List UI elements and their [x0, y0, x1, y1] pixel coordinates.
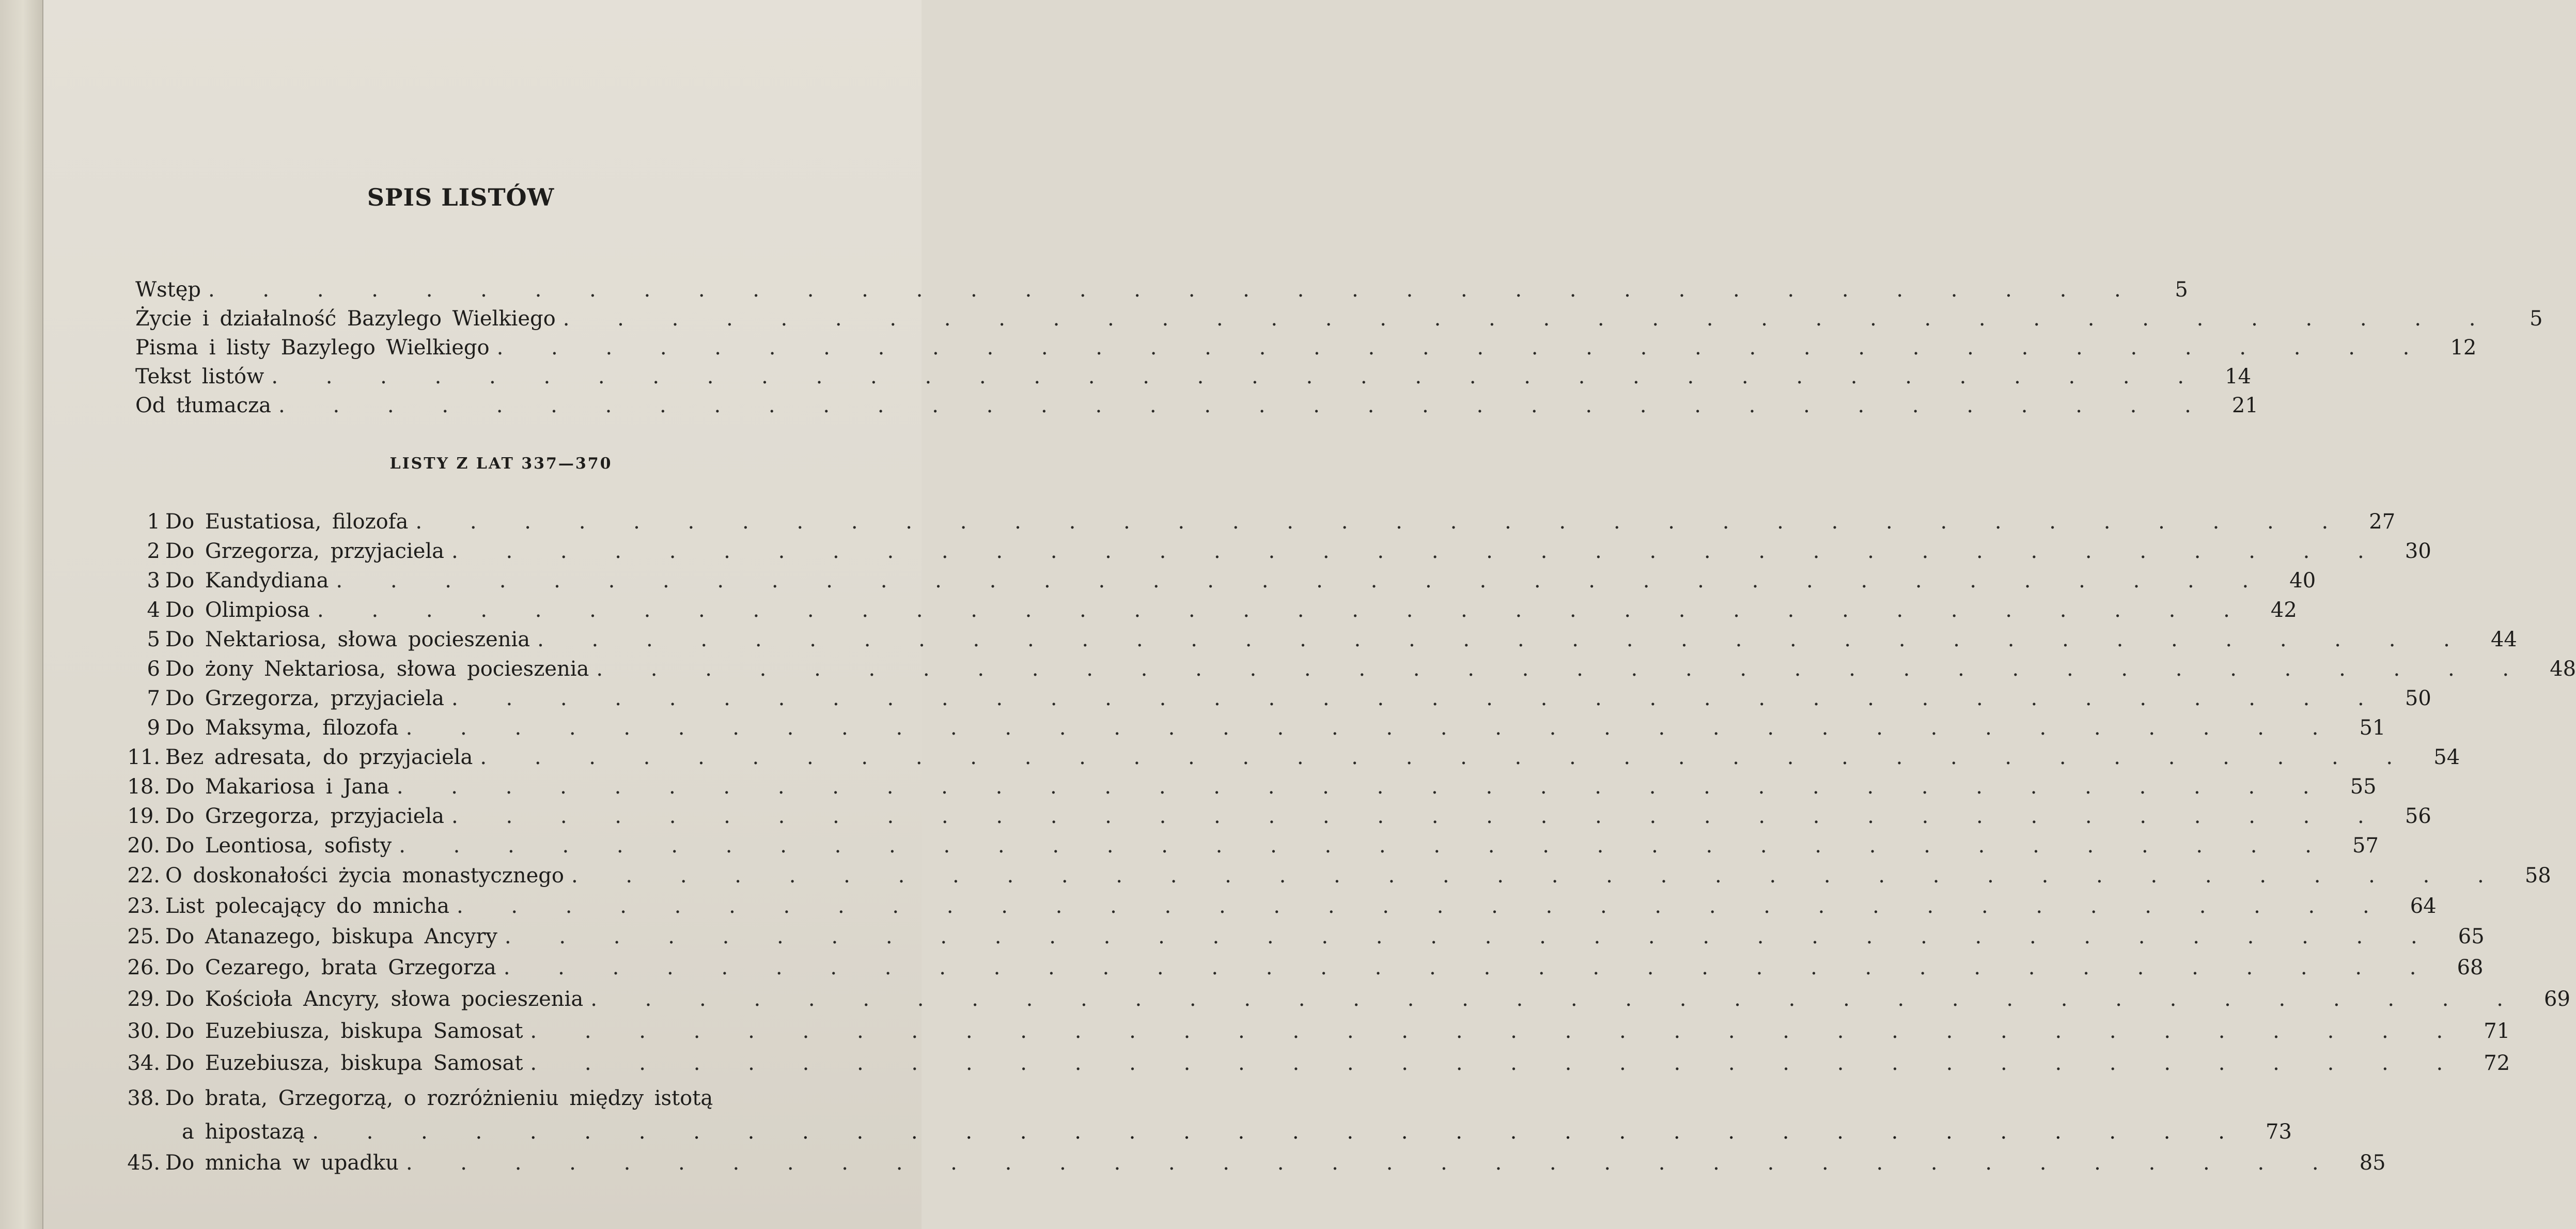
- dot-leader: . . . . . . . . . . . . . . . . . . . . . . . . . . . . . . . . . . . .: [537, 628, 2471, 651]
- letter-entry: [124, 716, 2386, 742]
- letter-entry: [124, 834, 2379, 860]
- letter-title: Do Atanazego, biskupa Ancyry: [165, 925, 497, 948]
- dot-leader: . . . . . . . . . . . . . . . . . . . . . . . . . . . . . . . . . . . .: [496, 336, 2430, 360]
- dot-leader: . . . . . . . . . . . . . . . . . . . . . . . . . . . . . . . . . . . .: [530, 1019, 2464, 1043]
- dot-leader: . . . . . . . . . . . . . . . . . . . . . . . . . . . . . . . . . . . .: [317, 598, 2251, 622]
- letter-page: 48: [2550, 657, 2576, 681]
- letter-entry: [124, 1019, 2510, 1045]
- letter-page: 51: [2359, 716, 2386, 740]
- letter-page: 30: [2405, 539, 2431, 563]
- letter-page: 44: [2490, 628, 2517, 651]
- letter-entry-continuation: [182, 1120, 2292, 1146]
- letter-title: Do Makariosa i Jana: [165, 775, 389, 799]
- letter-title: Do brata, Grzegorzą, o rozróżnieniu między istotą: [165, 1086, 713, 1110]
- toc-entry: [135, 278, 2188, 304]
- letter-title: Do Kościoła Ancyry, słowa pocieszenia: [165, 987, 584, 1011]
- dot-leader: . . . . . . . . . . . . . . . . . . . . . . . . . . . . . . . . . . . .: [456, 894, 2390, 918]
- letter-entry: [124, 1086, 852, 1112]
- dot-leader: . . . . . . . . . . . . . . . . . . . . . . . . . . . . . . . . . . . .: [208, 278, 2142, 302]
- dot-leader: . . . . . . . . . . . . . . . . . . . . . . . . . . . . . . . . . . . .: [451, 539, 2385, 563]
- toc-entry-page: 21: [2231, 394, 2258, 417]
- letter-number: 29.: [127, 987, 160, 1011]
- toc-entry-page: 14: [2225, 365, 2252, 388]
- letter-entry: [124, 804, 2431, 830]
- letter-page: 73: [2266, 1120, 2292, 1144]
- letter-entry: [124, 598, 2297, 624]
- toc-entry-label: Tekst listów: [135, 365, 264, 388]
- letter-number: 25.: [127, 925, 160, 948]
- letter-entry: [124, 1151, 2386, 1177]
- letter-page: 55: [2350, 775, 2377, 799]
- letter-number: 20.: [127, 834, 160, 858]
- dot-leader: . . . . . . . . . . . . . . . . . . . . . . . . . . . . . . . . . . . .: [405, 1151, 2339, 1175]
- section-heading: LISTY Z LAT 337—370: [389, 455, 613, 473]
- letter-number: 9: [147, 716, 160, 740]
- dot-leader: . . . . . . . . . . . . . . . . . . . . . . . . . . . . . . . . . . . .: [451, 687, 2385, 710]
- letter-entry: [124, 687, 2431, 712]
- letter-number: 4: [147, 598, 160, 622]
- letter-title: Do mnicha w upadku: [165, 1151, 399, 1175]
- letter-number: 19.: [127, 804, 160, 828]
- dot-leader: . . . . . . . . . . . . . . . . . . . . . . . . . . . . . . . . . . . .: [480, 745, 2414, 769]
- letter-page: 71: [2484, 1019, 2510, 1043]
- letter-number: 45.: [127, 1151, 160, 1175]
- letter-number: 11.: [127, 745, 160, 769]
- letter-page: 57: [2352, 834, 2379, 858]
- letter-entry: [124, 956, 2484, 982]
- toc-entry-label: Wstęp: [135, 278, 201, 302]
- letter-entry: [124, 925, 2485, 951]
- letter-entry: [124, 894, 2437, 920]
- dot-leader: . . . . . . . . . . . . . . . . . . . . . . . . . . . . . . . . . . . .: [596, 657, 2530, 681]
- letter-title: Do Olimpiosa: [165, 598, 310, 622]
- dot-leader: . . . . . . . . . . . . . . . . . . . . . . . . . . . . . . . . . . . .: [451, 804, 2385, 828]
- letter-page: 65: [2458, 925, 2485, 948]
- letter-entry: [124, 987, 2570, 1013]
- letter-number: 5: [147, 628, 160, 651]
- letter-entry: [124, 510, 2396, 536]
- letter-entry: [124, 539, 2431, 565]
- toc-entry: [135, 365, 2252, 391]
- letter-title: List polecający do mnicha: [165, 894, 449, 918]
- dot-leader: . . . . . . . . . . . . . . . . . . . . . . . . . . . . . . . . . . . .: [503, 956, 2437, 979]
- dot-leader: . . . . . . . . . . . . . . . . . . . . . . . . . . . . . . . . . . . .: [396, 775, 2330, 799]
- letter-number: 34.: [127, 1051, 160, 1075]
- letter-number: 3: [147, 569, 160, 593]
- letter-entry: [124, 775, 2377, 801]
- letter-page: 85: [2359, 1151, 2386, 1175]
- toc-entry-page: 12: [2450, 336, 2477, 360]
- dot-leader: . . . . . . . . . . . . . . . . . . . . . . . . . . . . . . . . . . . .: [571, 864, 2505, 888]
- toc-entry: [135, 336, 2477, 362]
- toc-entry-label: Od tłumacza: [135, 394, 272, 417]
- letter-title: Do Euzebiusza, biskupa Samosat: [165, 1051, 523, 1075]
- letter-page: 68: [2457, 956, 2484, 979]
- dot-leader: . . . . . . . . . . . . . . . . . . . . . . . . . . . . . . . . . . . .: [399, 834, 2332, 858]
- letter-number: 38.: [127, 1086, 160, 1110]
- letter-title: Do żony Nektariosa, słowa pocieszenia: [165, 657, 589, 681]
- letter-page: 54: [2433, 745, 2460, 769]
- letter-title: Do Leontiosa, sofisty: [165, 834, 392, 858]
- letter-entry: [124, 745, 2460, 771]
- letter-number: 6: [147, 657, 160, 681]
- toc-entry-page: 5: [2530, 307, 2543, 331]
- dot-leader: . . . . . . . . . . . . . . . . . . . . . . . . . . . . . . . . . . . .: [271, 365, 2205, 388]
- letter-entry: [124, 569, 2316, 595]
- letter-title: Do Nektariosa, słowa pocieszenia: [165, 628, 530, 651]
- dot-leader: . . . . . . . . . . . . . . . . . . . . . . . . . . . . . . . . . . . .: [590, 987, 2524, 1011]
- letter-page: 40: [2289, 569, 2316, 593]
- letter-number: 18.: [127, 775, 160, 799]
- letter-page: 72: [2484, 1051, 2510, 1075]
- dot-leader: . . . . . . . . . . . . . . . . . . . . . . . . . . . . . . . . . . . .: [405, 716, 2339, 740]
- letter-entry: [124, 1051, 2510, 1077]
- toc-entry-label: Życie i działalność Bazylego Wielkiego: [135, 307, 556, 331]
- dot-leader: . . . . . . . . . . . . . . . . . . . . . . . . . . . . . . . . . . . .: [504, 925, 2438, 948]
- letter-number: 23.: [127, 894, 160, 918]
- letter-title: Bez adresata, do przyjaciela: [165, 745, 473, 769]
- letter-title: Do Kandydiana: [165, 569, 329, 593]
- letter-page: 42: [2270, 598, 2297, 622]
- toc-entry-label: Pisma i listy Bazylego Wielkiego: [135, 336, 490, 360]
- letter-title: Do Grzegorza, przyjaciela: [165, 539, 445, 563]
- page-title: SPIS LISTÓW: [367, 183, 555, 211]
- letter-page: 27: [2369, 510, 2396, 534]
- letter-page: 56: [2405, 804, 2431, 828]
- dot-leader: . . . . . . . . . . . . . . . . . . . . . . . . . . . . . . . . . . . .: [312, 1120, 2245, 1144]
- letter-number: 26.: [127, 956, 160, 979]
- dot-leader: . . . . . . . . . . . . . . . . . . . . . . . . . . . . . . . . . . . .: [563, 307, 2496, 331]
- dot-leader: . . . . . . . . . . . . . . . . . . . . . . . . . . . . . . . . . . . .: [336, 569, 2270, 593]
- dot-leader: . . . . . . . . . . . . . . . . . . . . . . . . . . . . . . . . . . . .: [530, 1051, 2464, 1075]
- dot-leader: . . . . . . . . . . . . . . . . . . . . . . . . . . . . . . . . . . . .: [278, 394, 2212, 417]
- letter-page: 58: [2524, 864, 2551, 888]
- letter-entry: [124, 864, 2551, 890]
- toc-entry: [135, 394, 2258, 419]
- letter-title-continuation: a hipostazą: [182, 1120, 305, 1144]
- letter-entry: [124, 628, 2517, 654]
- letter-title: Do Maksyma, filozofa: [165, 716, 399, 740]
- toc-entry: [135, 307, 2543, 333]
- letter-page: 64: [2410, 894, 2437, 918]
- letter-page: 69: [2544, 987, 2570, 1011]
- dot-leader: . . . . . . . . . . . . . . . . . . . . . . . . . . . . . . . . . . . .: [415, 510, 2349, 534]
- letter-title: Do Grzegorza, przyjaciela: [165, 804, 445, 828]
- letter-entry: [124, 657, 2576, 683]
- letter-page: 50: [2405, 687, 2431, 710]
- letter-title: Do Euzebiusza, biskupa Samosat: [165, 1019, 523, 1043]
- letter-number: 30.: [127, 1019, 160, 1043]
- letter-title: O doskonałości życia monastycznego: [165, 864, 564, 888]
- letter-number: 2: [147, 539, 160, 563]
- letter-number: 22.: [127, 864, 160, 888]
- letter-number: 7: [147, 687, 160, 710]
- letter-title: Do Grzegorza, przyjaciela: [165, 687, 445, 710]
- letter-title: Do Cezarego, brata Grzegorza: [165, 956, 496, 979]
- letter-title: Do Eustatiosa, filozofa: [165, 510, 409, 534]
- letter-number: 1: [147, 510, 160, 534]
- toc-entry-page: 5: [2175, 278, 2188, 302]
